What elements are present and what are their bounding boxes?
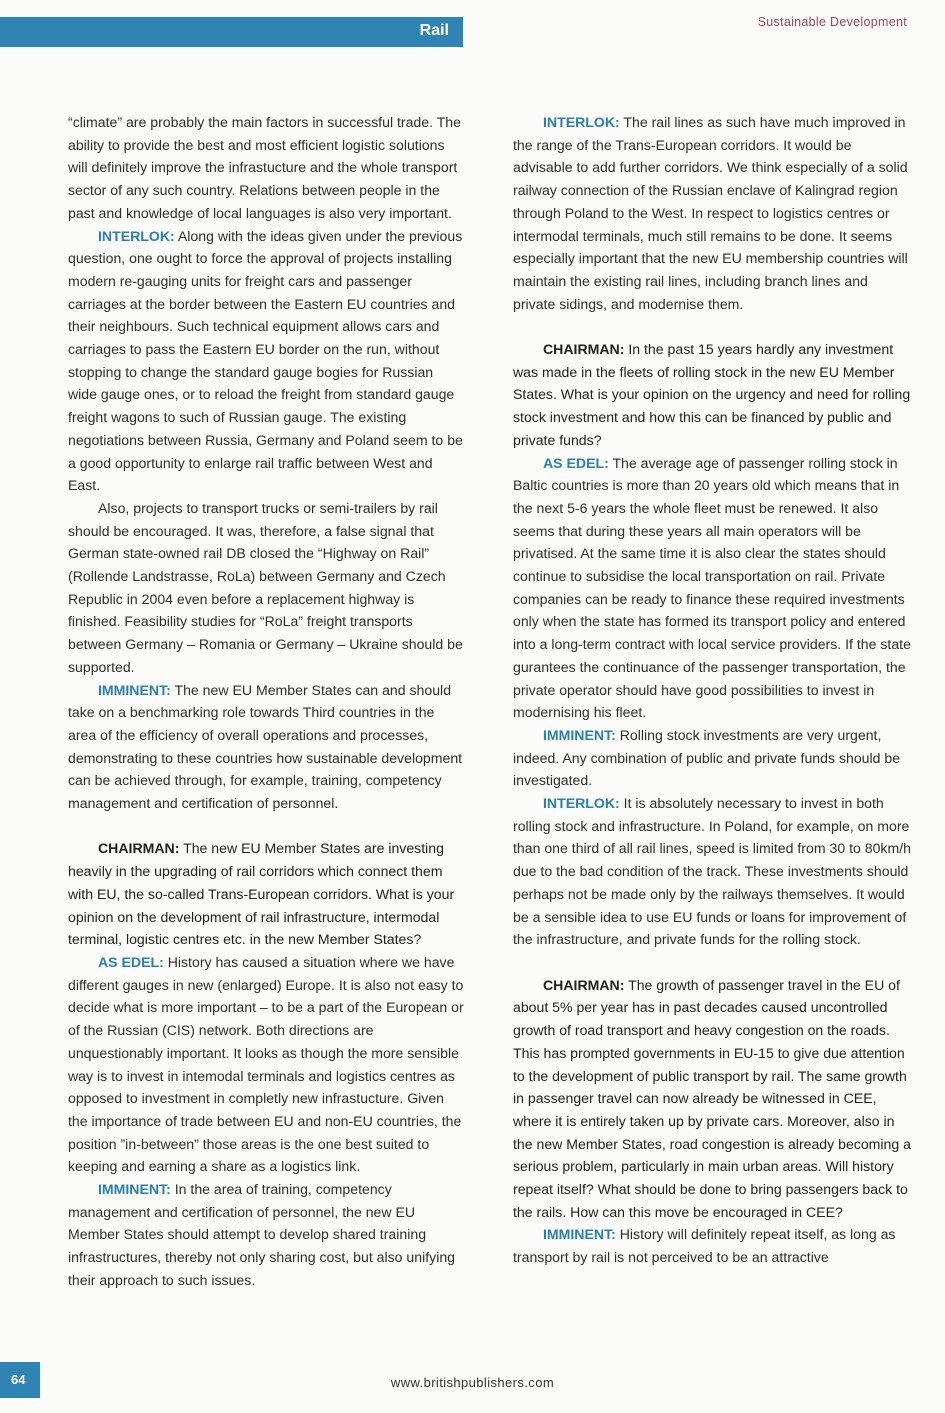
paragraph-text: The average age of passenger rolling stock in Baltic countries is more than 20 years old which means that in the next 5-6 years the whole fleet must be renewed. It also seems that during these years all main operators will be privatised. At the same time it is also clear the states should continue to subsidise the local transportation on rail. Private companies can be ready to finance these required investments only when the state has formed its transport policy and entered into a long-term contract with local service providers. If the state gurantees the continuance of the passenger transportation, the private operator should have good possibilities to invest in modernising his fleet. — [513, 454, 911, 721]
paragraph-text: It is absolutely necessary to invest in both rolling stock and infrastructure. In Poland, for example, on more than one third of all rail lines, speed is limited from 30 to 80km/h due to the bad condition of the track. These investments should perhaps not be made only by the railways themselves. It would be a sensible idea to use EU funds or loans for improvement of the infrastructure, and private funds for the rolling stock. — [513, 795, 911, 948]
answer-paragraph — [68, 679, 466, 815]
speaker-label: IMMINENT: — [98, 1181, 171, 1198]
paragraph — [68, 497, 466, 679]
answer-paragraph — [68, 1178, 466, 1292]
paragraph — [68, 111, 466, 225]
paragraph-text: In the past 15 years hardly any investment was made in the fleets of rolling stock in the new EU Member States. What is your opinion on the urgency and need for rolling stock investment and how this can be financed by public and private funds? — [513, 341, 911, 448]
section-title: Rail — [419, 22, 449, 39]
speaker-label: AS EDEL: — [98, 954, 164, 970]
paragraph-text: History will definitely repeat itself, as long as transport by rail is not perceived to be an attractive — [513, 1226, 896, 1266]
speaker-label: AS EDEL: — [543, 454, 609, 471]
answer-paragraph — [513, 1223, 911, 1268]
answer-paragraph — [513, 792, 911, 951]
speaker-label: IMMINENT: — [543, 726, 616, 743]
speaker-label: CHAIRMAN: — [98, 840, 180, 857]
speaker-label: INTERLOK: — [543, 114, 620, 130]
right-column — [513, 111, 911, 1269]
question-paragraph — [513, 338, 911, 452]
speaker-label: INTERLOK: — [98, 227, 175, 244]
paragraph-text: The growth of passenger travel in the EU of about 5% per year has in past decades caused uncontrolled growth of road transport and heavy congestion on the roads. This has prompted governments in EU-15 to give due attention to the development of public transport by rail. The same growth in passenger travel can now already be witnessed in CEE, where it is entirely taken up by private cars. Moreover, also in the new Member States, road congestion is already becoming a serious problem, particularly in main urban areas. Will history repeat itself? What should be done to bring passengers back to the rails. How can this move be encouraged in CEE? — [513, 976, 911, 1220]
answer-paragraph — [513, 452, 911, 724]
question-paragraph — [68, 837, 466, 951]
speaker-label: CHAIRMAN: — [543, 341, 625, 358]
speaker-label: INTERLOK: — [543, 795, 620, 812]
header-bar — [0, 17, 463, 47]
answer-paragraph — [68, 951, 466, 1178]
footer-url: www.britishpublishers.com — [390, 1375, 555, 1390]
paragraph-text: History has caused a situation where we have different gauges in new (enlarged) Europe. It is also not easy to decide what is more important – to be a part of the European or of the Russian (CIS) network. Both directions are unquestionably important. It looks as though the more sensible way is to invest in intemodal terminals and logistics centres as opposed to investment in completly new infrastucture. Given the importance of trade between EU and non-EU countries, the position ”in-between” those areas is the one best suited to keeping and earning a share as a logistics link. — [68, 954, 464, 1175]
answer-paragraph — [68, 225, 466, 497]
paragraph-text: In the area of training, competency management and certification of personnel, the new EU Member States should attempt to develop shared training infrastructures, thereby not only sharing cost, but also unifying their approach to such issues. — [68, 1181, 456, 1288]
paragraph-text: Along with the ideas given under the previous question, one ought to force the approval of projects installing modern re-gauging units for freight cars and passenger carriages at the border between the Eastern EU countries and their neighbours. Such technical equipment allows cars and carriages to pass the Eastern EU border on the run, without stopping to change the standard gauge bogies for Russian wide gauge ones, or to reload the freight from standard gauge freight wagons to such of Russian gauge. The existing negotiations between Russia, Germany and Poland seem to be a good opportunity to enlarge rail traffic between West and East. — [68, 227, 463, 494]
answer-paragraph — [513, 724, 911, 792]
category-label: Sustainable Development — [757, 15, 907, 29]
speaker-label: IMMINENT: — [543, 1226, 616, 1243]
paragraph-text: Also, projects to transport trucks or semi-trailers by rail should be encouraged. It was, therefore, a false signal that German state-owned rail DB closed the “Highway on Rail” (Rollende Landstrasse, RoLa) between Germany and Czech Republic in 2004 even before a replacement highway is finished. Feasibility studies for “RoLa” freight transports between Germany – Romania or Germany – Ukraine should be supported. — [68, 499, 463, 675]
speaker-label: IMMINENT: — [98, 681, 171, 698]
answer-paragraph — [513, 111, 911, 315]
page-number: 64 — [11, 1372, 26, 1387]
paragraph-text: Rolling stock investments are very urgent, indeed. Any combination of public and private funds should be investigated. — [513, 726, 901, 789]
paragraph-text: The new EU Member States can and should take on a benchmarking role towards Third countries in the area of the efficiency of overall operations and processes, demonstrating to these countries how sustainable development can be achieved through, for example, training, competency management and certification of personnel. — [68, 681, 463, 812]
question-paragraph — [513, 974, 911, 1224]
paragraph-text: The new EU Member States are investing heavily in the upgrading of rail corridors which connect them with EU, the so-called Trans-European corridors. What is your opinion on the development of rail infrastructure, intermodal terminal, logistic centres etc. in the new Member States? — [68, 840, 455, 948]
paragraph-text: The rail lines as such have much improved in the range of the Trans-European corridors. It would be advisable to add further corridors. We think especially of a solid railway connection of the Russian enclave of Kalingrad region through Poland to the West. In respect to logistics centres or intermodal terminals, much still remains to be done. It seems especially important that the new EU membership countries will maintain the existing rail lines, including branch lines and private sidings, and modernise them. — [513, 114, 908, 312]
left-column — [68, 111, 466, 1292]
paragraph-text: “climate” are probably the main factors in successful trade. The ability to provide the best and most efficient logistic solutions will definitely improve the infrastucture and the whole transport sector of any such country. Relations between people in the past and knowledge of local languages is also very important. — [68, 114, 461, 221]
speaker-label: CHAIRMAN: — [543, 976, 625, 993]
